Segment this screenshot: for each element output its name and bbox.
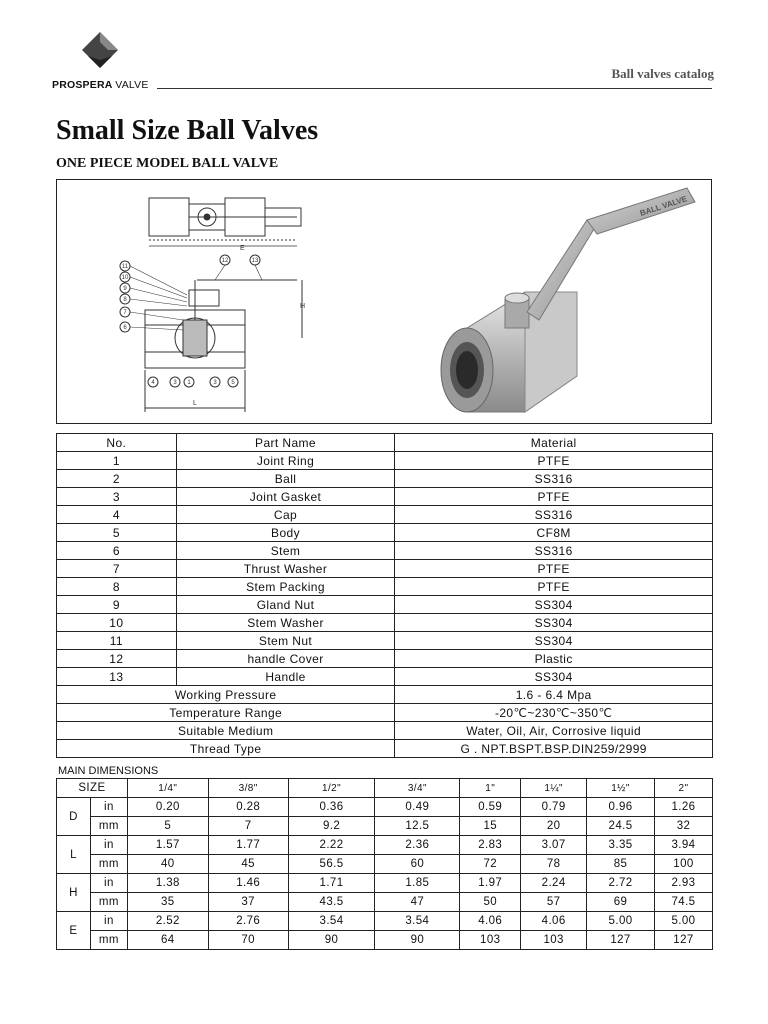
dimension-value: 103 [460, 931, 521, 950]
spec-row [57, 722, 713, 740]
table-row [57, 488, 713, 506]
table-row [57, 614, 713, 632]
spec-value: 1.6 - 6.4 Mpa [395, 686, 713, 704]
dimension-value: 90 [375, 931, 460, 950]
dimension-value: 7 [208, 817, 288, 836]
dimension-value: 72 [460, 855, 521, 874]
dimension-value: 2.22 [288, 836, 375, 855]
logo-suffix: VALVE [115, 79, 149, 91]
callout: 3 [213, 380, 217, 386]
dimension-value: 70 [208, 931, 288, 950]
dimension-value: 37 [208, 893, 288, 912]
dim-e-label: E [240, 245, 245, 252]
unit-label: in [90, 836, 127, 855]
table-row [57, 668, 713, 686]
table-row [57, 470, 713, 488]
valve-drawings [57, 180, 711, 423]
dimension-value: 1.26 [654, 798, 712, 817]
dimension-label: E [57, 912, 91, 950]
catalog-label: Ball valves catalog [611, 66, 714, 81]
spec-label: Working Pressure [57, 686, 395, 704]
dimension-value: 5.00 [654, 912, 712, 931]
dimension-value: 1.38 [127, 874, 208, 893]
callout: 7 [123, 310, 127, 316]
part-name: Gland Nut [176, 596, 395, 614]
spec-label: Temperature Range [57, 704, 395, 722]
parts-table-body [57, 434, 713, 758]
size-header: 1½" [587, 779, 655, 798]
table-row [57, 542, 713, 560]
spec-row [57, 740, 713, 758]
table-row [57, 650, 713, 668]
spec-value: G . NPT.BSPT.BSP.DIN259/2999 [395, 740, 713, 758]
table-row [57, 931, 713, 950]
size-header-row [57, 779, 713, 798]
dimension-value: 1.77 [208, 836, 288, 855]
unit-label: mm [90, 855, 127, 874]
callout: 13 [251, 258, 259, 264]
table-header-row [57, 434, 713, 452]
column-header: Part Name [176, 434, 395, 452]
part-name: Cap [176, 506, 395, 524]
part-name: Thrust Washer [176, 560, 395, 578]
part-number: 11 [57, 632, 177, 650]
parts-table [56, 433, 713, 758]
callout: 6 [123, 325, 127, 331]
dimension-value: 0.49 [375, 798, 460, 817]
dimension-value: 0.28 [208, 798, 288, 817]
dimension-value: 64 [127, 931, 208, 950]
valve-figure-box [56, 179, 712, 424]
part-material: SS316 [395, 506, 713, 524]
dimension-value: 2.24 [521, 874, 587, 893]
part-material: PTFE [395, 488, 713, 506]
callout: 1 [187, 380, 191, 386]
unit-label: mm [90, 817, 127, 836]
dim-h-label: H [300, 303, 306, 310]
dimensions-table [56, 778, 713, 950]
spec-row [57, 704, 713, 722]
part-material: SS304 [395, 614, 713, 632]
dimension-value: 2.72 [587, 874, 655, 893]
part-name: Stem Nut [176, 632, 395, 650]
dimension-value: 4.06 [460, 912, 521, 931]
dimension-value: 20 [521, 817, 587, 836]
size-header: 2" [654, 779, 712, 798]
dimension-value: 32 [654, 817, 712, 836]
table-row [57, 596, 713, 614]
part-name: Stem Packing [176, 578, 395, 596]
dimension-value: 2.83 [460, 836, 521, 855]
part-number: 13 [57, 668, 177, 686]
part-name: Handle [176, 668, 395, 686]
dimension-label: D [57, 798, 91, 836]
part-number: 5 [57, 524, 177, 542]
page-title: Small Size Ball Valves [56, 115, 319, 146]
size-header: 1/2" [288, 779, 375, 798]
part-name: Joint Gasket [176, 488, 395, 506]
dimension-value: 0.59 [460, 798, 521, 817]
spec-label: Thread Type [57, 740, 395, 758]
dimension-value: 127 [587, 931, 655, 950]
dimension-value: 1.57 [127, 836, 208, 855]
part-number: 1 [57, 452, 177, 470]
dimension-value: 4.06 [521, 912, 587, 931]
part-name: Stem [176, 542, 395, 560]
dimension-value: 2.36 [375, 836, 460, 855]
part-number: 6 [57, 542, 177, 560]
table-row [57, 524, 713, 542]
table-row [57, 560, 713, 578]
dimension-value: 0.20 [127, 798, 208, 817]
logo-wordmark [52, 79, 149, 91]
part-material: SS304 [395, 668, 713, 686]
part-material: SS304 [395, 632, 713, 650]
size-header: 3/8" [208, 779, 288, 798]
part-material: Plastic [395, 650, 713, 668]
prospera-logo [52, 30, 152, 94]
table-row [57, 874, 713, 893]
dimension-value: 1.85 [375, 874, 460, 893]
table-row [57, 893, 713, 912]
dimension-value: 57 [521, 893, 587, 912]
dimension-value: 0.36 [288, 798, 375, 817]
dimension-value: 45 [208, 855, 288, 874]
dimension-value: 9.2 [288, 817, 375, 836]
callout: 5 [231, 380, 235, 386]
handle-text: BALL VALVE [638, 194, 689, 218]
part-material: SS316 [395, 542, 713, 560]
dimension-value: 78 [521, 855, 587, 874]
column-header: Material [395, 434, 713, 452]
dimension-value: 12.5 [375, 817, 460, 836]
dimension-value: 0.96 [587, 798, 655, 817]
part-name: Body [176, 524, 395, 542]
column-header: No. [57, 434, 177, 452]
valve-photo [441, 188, 695, 412]
dimension-label: L [57, 836, 91, 874]
dimension-value: 3.35 [587, 836, 655, 855]
dimension-value: 40 [127, 855, 208, 874]
spec-value: -20℃~230℃~350℃ [395, 704, 713, 722]
table-row [57, 817, 713, 836]
dimension-value: 1.71 [288, 874, 375, 893]
spec-label: Suitable Medium [57, 722, 395, 740]
callout: 3 [173, 380, 177, 386]
dimensions-table-body [57, 779, 713, 950]
part-material: PTFE [395, 452, 713, 470]
part-number: 4 [57, 506, 177, 524]
dimension-value: 3.54 [288, 912, 375, 931]
dimension-value: 0.79 [521, 798, 587, 817]
dimension-value: 74.5 [654, 893, 712, 912]
unit-label: in [90, 798, 127, 817]
part-name: Joint Ring [176, 452, 395, 470]
unit-label: mm [90, 931, 127, 950]
part-material: SS304 [395, 596, 713, 614]
dimension-value: 56.5 [288, 855, 375, 874]
dimension-value: 85 [587, 855, 655, 874]
dimension-value: 2.93 [654, 874, 712, 893]
header-divider [157, 88, 712, 89]
size-header: 1" [460, 779, 521, 798]
unit-label: mm [90, 893, 127, 912]
unit-label: in [90, 874, 127, 893]
part-name: handle Cover [176, 650, 395, 668]
size-header: 1/4" [127, 779, 208, 798]
size-label: SIZE [57, 779, 128, 798]
part-number: 3 [57, 488, 177, 506]
dimension-value: 1.97 [460, 874, 521, 893]
diamond-logo-icon [80, 30, 120, 74]
dimension-label: H [57, 874, 91, 912]
part-material: PTFE [395, 578, 713, 596]
dimension-value: 2.52 [127, 912, 208, 931]
part-number: 2 [57, 470, 177, 488]
callout: 10 [121, 275, 129, 281]
dimension-value: 103 [521, 931, 587, 950]
dimension-value: 5 [127, 817, 208, 836]
callout: 4 [151, 380, 155, 386]
table-row [57, 452, 713, 470]
size-header: 3/4" [375, 779, 460, 798]
dimension-value: 69 [587, 893, 655, 912]
dim-l-label: L [193, 400, 197, 407]
logo-brand: PROSPERA [52, 79, 113, 91]
dimension-value: 15 [460, 817, 521, 836]
part-number: 8 [57, 578, 177, 596]
dimension-value: 3.94 [654, 836, 712, 855]
part-number: 10 [57, 614, 177, 632]
dimension-value: 1.46 [208, 874, 288, 893]
table-row [57, 632, 713, 650]
dimension-value: 100 [654, 855, 712, 874]
part-material: PTFE [395, 560, 713, 578]
dimensions-title: MAIN DIMENSIONS [58, 765, 159, 777]
part-material: SS316 [395, 470, 713, 488]
dimension-value: 35 [127, 893, 208, 912]
dimension-value: 3.54 [375, 912, 460, 931]
part-name: Stem Washer [176, 614, 395, 632]
spec-row [57, 686, 713, 704]
callout: 8 [123, 297, 127, 303]
part-number: 9 [57, 596, 177, 614]
callout: 9 [123, 286, 127, 292]
dimension-value: 47 [375, 893, 460, 912]
dimension-value: 127 [654, 931, 712, 950]
size-header: 1¼" [521, 779, 587, 798]
part-number: 12 [57, 650, 177, 668]
page-subtitle: ONE PIECE MODEL BALL VALVE [56, 156, 279, 171]
table-row [57, 855, 713, 874]
table-row [57, 578, 713, 596]
dimension-value: 2.76 [208, 912, 288, 931]
dimension-value: 43.5 [288, 893, 375, 912]
spec-value: Water, Oil, Air, Corrosive liquid [395, 722, 713, 740]
callout: 12 [221, 258, 229, 264]
part-material: CF8M [395, 524, 713, 542]
part-number: 7 [57, 560, 177, 578]
top-view-drawing [149, 198, 301, 240]
unit-label: in [90, 912, 127, 931]
dimension-value: 3.07 [521, 836, 587, 855]
dimension-value: 60 [375, 855, 460, 874]
dimension-value: 5.00 [587, 912, 655, 931]
callout: 11 [121, 264, 129, 270]
table-row [57, 912, 713, 931]
section-view-drawing [145, 280, 302, 412]
table-row [57, 798, 713, 817]
dimension-value: 90 [288, 931, 375, 950]
dimension-value: 24.5 [587, 817, 655, 836]
part-name: Ball [176, 470, 395, 488]
table-row [57, 836, 713, 855]
table-row [57, 506, 713, 524]
dimension-value: 50 [460, 893, 521, 912]
